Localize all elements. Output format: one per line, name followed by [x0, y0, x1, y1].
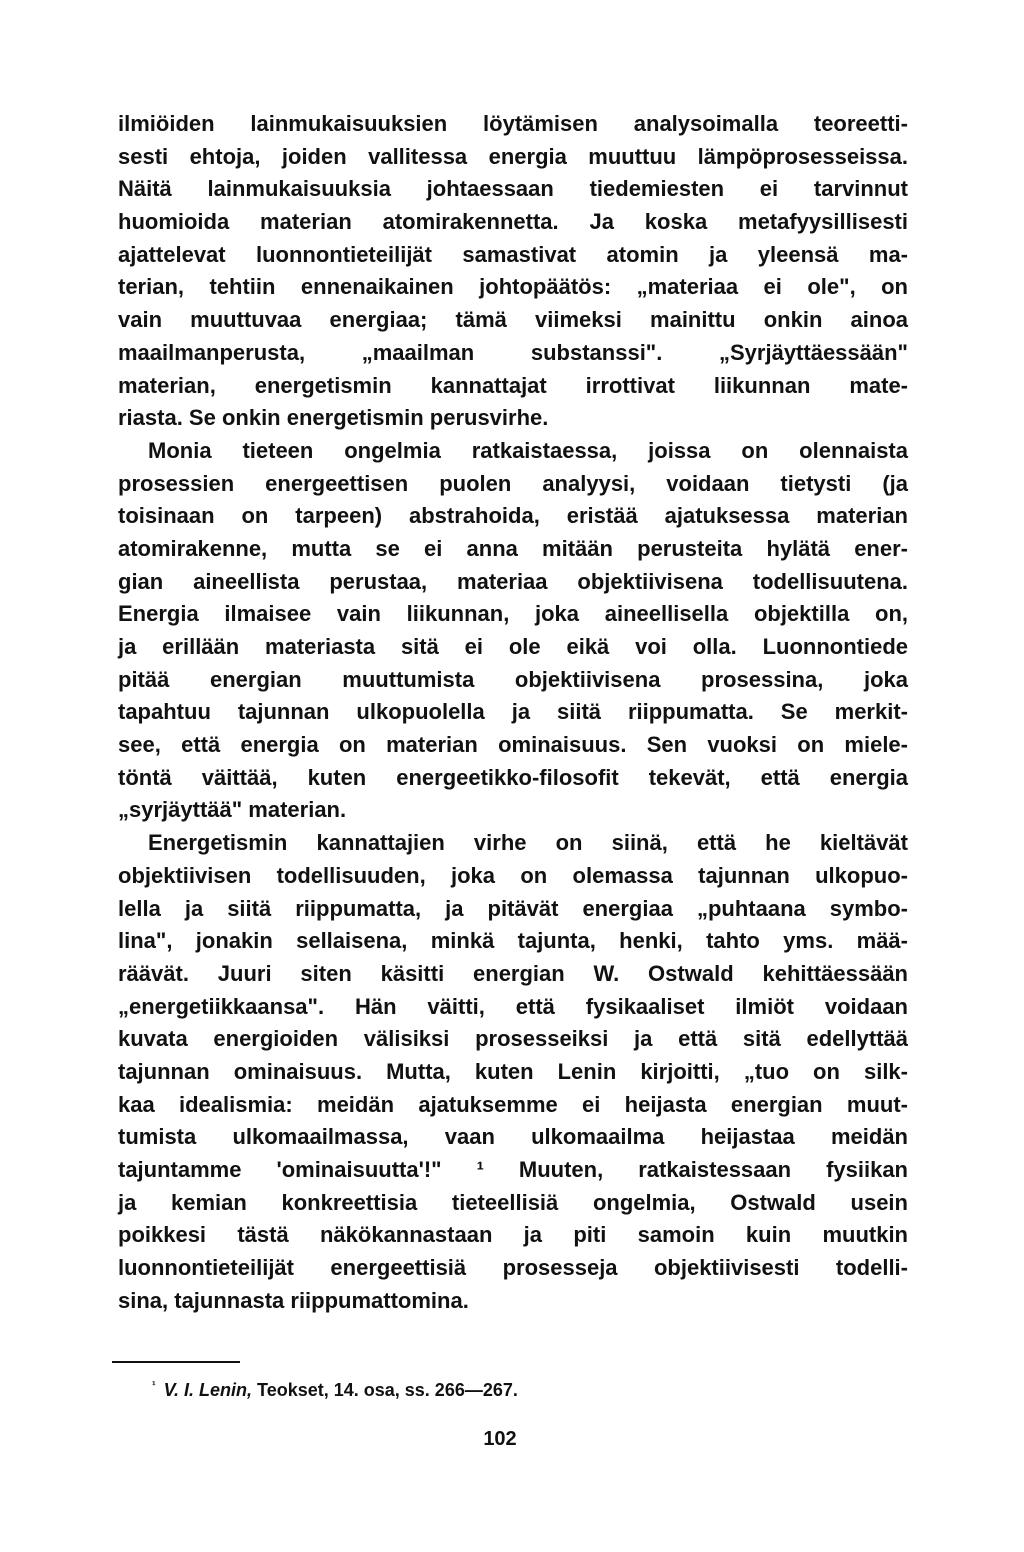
text-line: tapahtuu tajunnan ulkopuolella ja siitä riippumatta. Se merkit- — [118, 699, 908, 725]
text-line: prosessien energeettisen puolen analyysi, voidaan tietysti (ja — [118, 470, 908, 496]
text-line: vain muuttuvaa energiaa; tämä viimeksi mainittu onkin ainoa — [118, 307, 908, 333]
footnote-divider — [112, 1361, 240, 1363]
footnote-marker: ¹ — [152, 1380, 156, 1392]
text-body — [118, 108, 908, 1317]
text-line: pitää energian muuttumista objektiivisena prosessina, joka — [118, 666, 908, 692]
text-line: ajattelevat luonnontieteilijät samastivat atomin ja yleensä ma- — [118, 241, 908, 267]
text-line: toisinaan on tarpeen) abstrahoida, eristää ajatuksessa materian — [118, 503, 908, 529]
text-line: see, että energia on materian ominaisuus. Sen vuoksi on miele- — [118, 732, 908, 758]
text-line: sesti ehtoja, joiden vallitessa energia muuttuu lämpöprosesseissa. — [118, 143, 908, 169]
text-line: materian, energetismin kannattajat irrottivat liikunnan mate- — [118, 372, 908, 398]
text-line: „energetiikkaansa". Hän väitti, että fysikaaliset ilmiöt voidaan — [118, 993, 908, 1019]
text-line: tumista ulkomaailmassa, vaan ulkomaailma heijastaa meidän — [118, 1124, 908, 1150]
text-line: Energia ilmaisee vain liikunnan, joka aineellisella objektilla on, — [118, 601, 908, 627]
text-line: ja kemian konkreettisia tieteellisiä ongelmia, Ostwald usein — [118, 1189, 908, 1215]
text-line: tajuntamme 'ominaisuutta'!" ¹ Muuten, ratkaistessaan fysiikan — [118, 1157, 908, 1182]
text-line: huomioida materian atomirakennetta. Ja koska metafyysillisesti — [118, 209, 908, 235]
text-line: kaa idealismia: meidän ajatuksemme ei heijasta energian muut- — [118, 1091, 908, 1117]
text-line: gian aineellista perustaa, materiaa objektiivisena todellisuutena. — [118, 568, 908, 594]
text-line: ja erillään materiasta sitä ei ole eikä voi olla. Luonnontiede — [118, 634, 908, 659]
text-line: Näitä lainmukaisuuksia johtaessaan tiedemiesten ei tarvinnut — [118, 176, 908, 202]
text-line: lina", jonakin sellaisena, minkä tajunta, henki, tahto yms. mää- — [118, 928, 908, 954]
text-line: töntä väittää, kuten energeetikko-filosofit tekevät, että energia — [118, 764, 908, 790]
text-line: objektiivisen todellisuuden, joka on olemassa tajunnan ulkopuo- — [118, 862, 908, 888]
text-line: maailmanperusta, „maailman substanssi". „Syrjäyttäessään" — [118, 339, 908, 365]
text-line: atomirakenne, mutta se ei anna mitään perusteita hylätä ener- — [118, 535, 908, 561]
text-line: lella ja siitä riippumatta, ja pitävät energiaa „puhtaana symbo- — [118, 895, 908, 921]
text-line: sina, tajunnasta riippumattomina. — [118, 1287, 469, 1313]
text-line: luonnontieteilijät energeettisiä prosesseja objektiivisesti todelli- — [118, 1255, 908, 1281]
text-line: kuvata energioiden välisiksi prosesseiksi ja että sitä edellyttää — [118, 1026, 908, 1052]
footnote — [152, 1380, 518, 1401]
text-line: poikkesi tästä näkökannastaan ja piti samoin kuin muutkin — [118, 1222, 908, 1248]
text-line: tajunnan ominaisuus. Mutta, kuten Lenin kirjoitti, „tuo on silk- — [118, 1058, 908, 1084]
paragraph-start-line: Monia tieteen ongelmia ratkaistaessa, joissa on olennaista — [148, 437, 908, 463]
text-line: riasta. Se onkin energetismin perusvirhe. — [118, 405, 549, 431]
page-number: 102 — [483, 1428, 517, 1450]
text-line: terian, tehtiin ennenaikainen johtopäätös: „materiaa ei ole", on — [118, 274, 908, 300]
text-line: räävät. Juuri siten käsitti energian W. Ostwald kehittäessään — [118, 960, 908, 986]
text-line: ilmiöiden lainmukaisuuksien löytämisen analysoimalla teoreetti- — [118, 111, 908, 136]
text-line: „syrjäyttää" materian. — [118, 797, 347, 823]
footnote-author: V. I. Lenin, — [163, 1380, 253, 1400]
paragraph-start-line: Energetismin kannattajien virhe on siinä, että he kieltävät — [148, 830, 908, 856]
footnote-text: Teokset, 14. osa, ss. 266—267. — [257, 1380, 518, 1400]
